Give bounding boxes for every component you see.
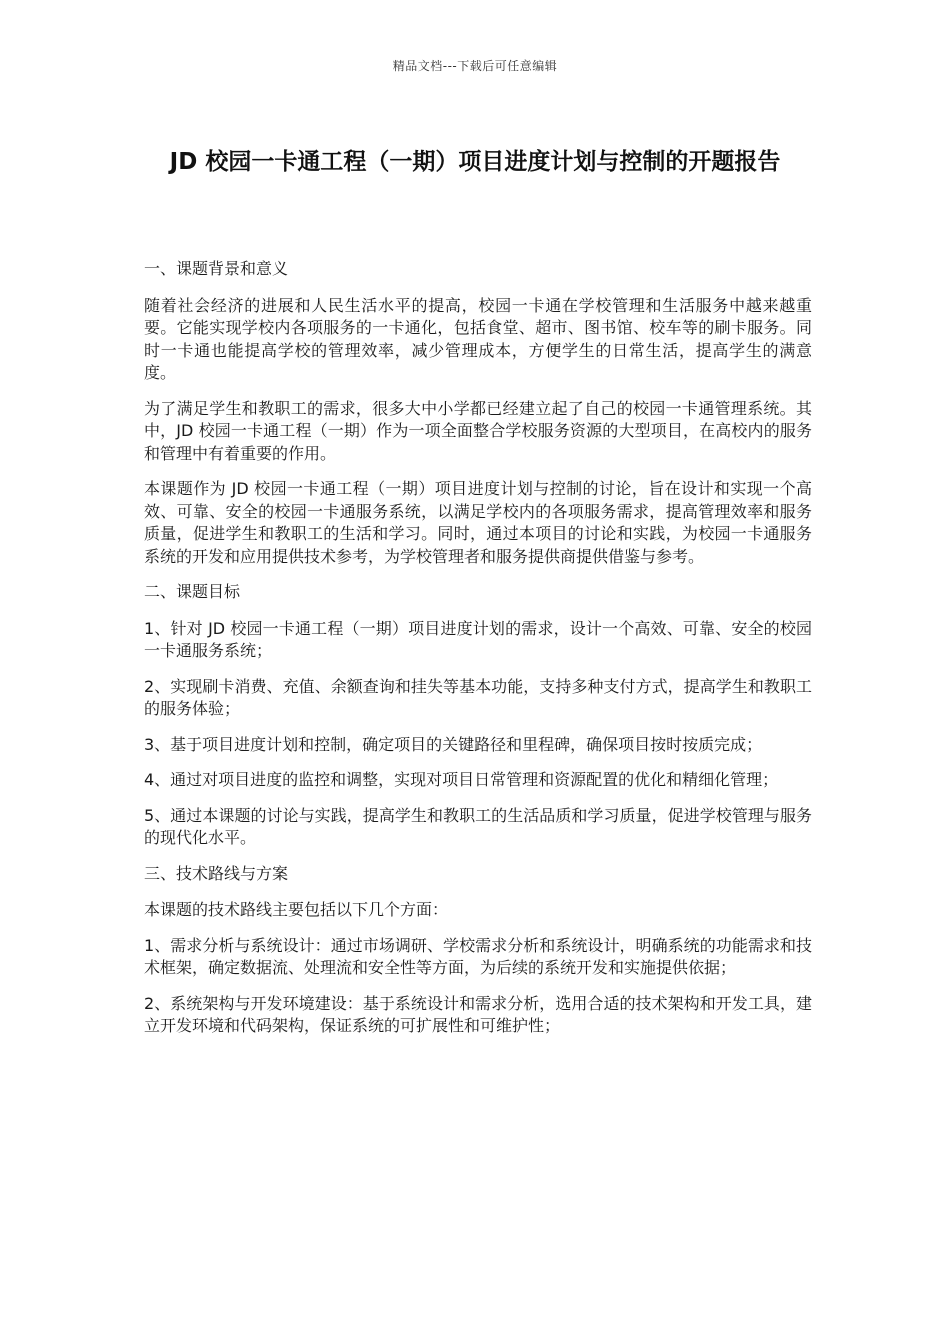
objective-item: 1、针对 JD 校园一卡通工程（一期）项目进度计划的需求，设计一个高效、可靠、安全的校园一卡通服务系统； [144,618,812,660]
paragraph: 为了满足学生和教职工的需求，很多大中小学都已经建立起了自己的校园一卡通管理系统。其中，JD 校园一卡通工程（一期）作为一项全面整合学校服务资源的大型项目，在高校内的服务和管理中有着重要的作用。 [144,398,812,463]
objective-item: 5、通过本课题的讨论与实践，提高学生和教职工的生活品质和学习质量，促进学校管理与服务的现代化水平。 [144,805,812,847]
section-heading-technical-route: 三、技术路线与方案 [144,863,289,883]
section-heading-objectives: 二、课题目标 [144,582,241,601]
document-title: JD 校园一卡通工程（一期）项目进度计划与控制的开题报告 [169,149,781,175]
objective-item: 4、通过对项目进度的监控和调整，实现对项目日常管理和资源配置的优化和精细化管理； [144,770,779,789]
header-note: 精品文档---下载后可任意编辑 [392,59,558,73]
section-heading-background: 一、课题背景和意义 [144,259,289,278]
objective-item: 2、实现刷卡消费、充值、余额查询和挂失等基本功能，支持多种支付方式，提高学生和教职工的服务体验； [144,676,812,718]
paragraph: 随着社会经济的进展和人民生活水平的提高，校园一卡通在学校管理和生活服务中越来越重要。它能实现学校内各项服务的一卡通化，包括食堂、超市、图书馆、校车等的刷卡服务。同时一卡通也能提高学校的管理效率，减少管理成本，方便学生的日常生活，提高学生的满意度。 [144,295,812,382]
technical-route-item: 1、需求分析与系统设计：通过市场调研、学校需求分析和系统设计，明确系统的功能需求和技术框架，确定数据流、处理流和安全性等方面，为后续的系统开发和实施提供依据； [144,935,812,977]
paragraph: 本课题作为 JD 校园一卡通工程（一期）项目进度计划与控制的讨论，旨在设计和实现一个高效、可靠、安全的校园一卡通服务系统，以满足学校内的各项服务需求，提高管理效率和服务质量，促进学生和教职工的生活和学习。同时，通过本项目的讨论和实践，为校园一卡通服务系统的开发和应用提供技术参考，为学校管理者和服务提供商提供借鉴与参考。 [144,479,812,566]
technical-route-item: 2、系统架构与开发环境建设：基于系统设计和需求分析，选用合适的技术架构和开发工具，建立开发环境和代码架构，保证系统的可扩展性和可维护性； [144,993,812,1035]
document-body [144,258,812,1051]
paragraph: 本课题的技术路线主要包括以下几个方面： [144,900,449,919]
objective-item: 3、基于项目进度计划和控制，确定项目的关键路径和里程碑，确保项目按时按质完成； [144,734,763,754]
